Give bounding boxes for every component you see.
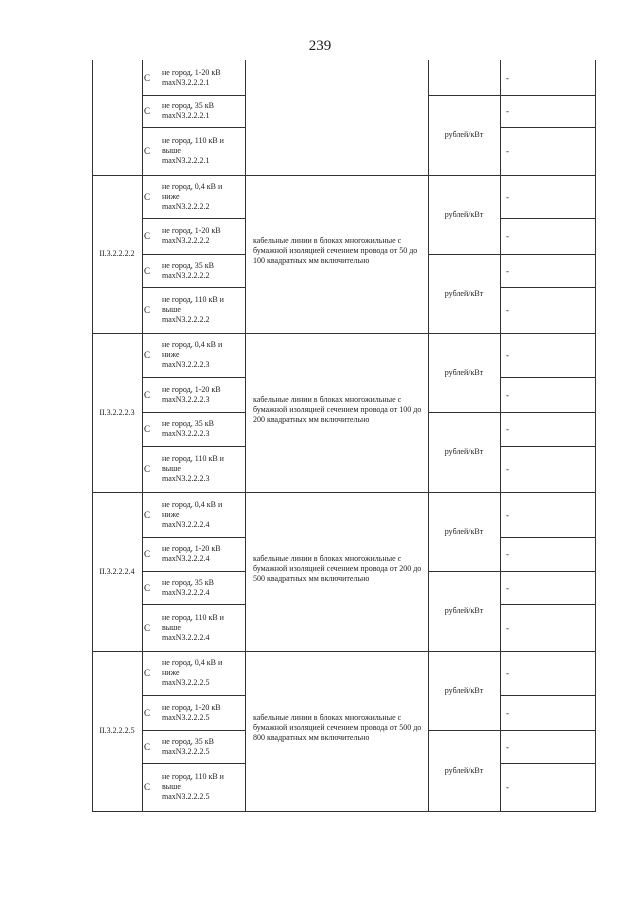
voltage-label: не город, 110 кВ и выше maxN3.2.2.2.5: [162, 772, 224, 801]
type-letter: С: [144, 231, 151, 241]
type-letter: С: [144, 509, 151, 520]
voltage-label: не город, 35 кВ maxN3.2.2.2.2: [162, 260, 214, 280]
voltage-label: не город, 1-20 кВ maxN3.2.2.2.2: [162, 226, 221, 245]
type-letter: С: [144, 582, 151, 593]
value-cell: -: [506, 191, 509, 202]
unit-label: рублей/кВт: [444, 685, 484, 695]
unit-label: рублей/кВт: [444, 447, 484, 456]
unit-label: рублей/кВт: [444, 130, 484, 139]
voltage-label: не город, 110 кВ и выше maxN3.2.2.2.1: [162, 136, 224, 165]
unit-label: рублей/кВт: [444, 367, 484, 377]
type-letter: С: [144, 782, 151, 792]
voltage-label: не город, 1-20 кВ maxN3.2.2.2.5: [162, 702, 221, 722]
type-letter: С: [144, 424, 151, 434]
type-letter: С: [144, 668, 151, 678]
value-cell: -: [506, 389, 509, 400]
description: кабельные линии в блоках многожильные с бумажной изоляцией сечением провода от 50 до 100 квадратных мм включительно: [253, 236, 418, 265]
type-letter: С: [144, 72, 151, 83]
value-cell: -: [506, 424, 509, 434]
type-letter: С: [144, 191, 151, 202]
column-rule: [595, 60, 596, 811]
description: кабельные линии в блоках многожильные с бумажной изоляцией сечением провода от 100 до 200 квадратных мм включительно: [253, 394, 422, 424]
row-code: II.3.2.2.2.4: [99, 566, 135, 576]
value-cell: -: [506, 582, 509, 593]
voltage-label: не город, 1-20 кВ maxN3.2.2.2.1: [162, 67, 221, 87]
voltage-label: не город, 35 кВ maxN3.2.2.2.3: [162, 419, 214, 438]
description: кабельные линии в блоках многожильные с бумажной изоляцией сечением провода от 500 до 800 квадратных мм включительно: [253, 713, 422, 742]
value-cell: -: [506, 509, 509, 520]
type-letter: С: [144, 350, 151, 360]
voltage-label: не город, 35 кВ maxN3.2.2.2.4: [162, 577, 214, 597]
unit-label: рублей/кВт: [444, 209, 484, 219]
value-cell: -: [506, 464, 509, 474]
row-code: II.3.2.2.2.3: [99, 407, 135, 417]
value-cell: -: [506, 707, 509, 718]
row-code: II.3.2.2.2.2: [99, 249, 135, 258]
type-letter: С: [144, 389, 151, 400]
group-rule: [92, 811, 596, 812]
value-cell: -: [506, 782, 509, 792]
voltage-label: не город, 0,4 кВ и ниже maxN3.2.2.2.3: [162, 340, 223, 369]
voltage-label: не город, 0,4 кВ и ниже maxN3.2.2.2.4: [162, 499, 223, 529]
type-letter: С: [144, 106, 151, 116]
type-letter: С: [144, 464, 151, 474]
unit-label: рублей/кВт: [444, 606, 484, 615]
value-cell: -: [506, 106, 509, 116]
value-cell: -: [506, 741, 509, 752]
unit-label: рублей/кВт: [444, 765, 484, 775]
description: кабельные линии в блоках многожильные с бумажной изоляцией сечением провода от 200 до 500 квадратных мм включительно: [253, 553, 422, 583]
value-cell: -: [506, 146, 509, 156]
value-cell: -: [506, 265, 509, 276]
voltage-label: не город, 0,4 кВ и ниже maxN3.2.2.2.5: [162, 658, 223, 687]
voltage-label: не город, 1-20 кВ maxN3.2.2.2.3: [162, 384, 221, 404]
type-letter: С: [144, 707, 151, 718]
voltage-label: не город, 1-20 кВ maxN3.2.2.2.4: [162, 544, 221, 563]
type-letter: С: [144, 305, 151, 315]
voltage-label: не город, 35 кВ maxN3.2.2.2.1: [162, 101, 214, 120]
voltage-label: не город, 0,4 кВ и ниже maxN3.2.2.2.2: [162, 181, 223, 211]
voltage-label: не город, 110 кВ и выше maxN3.2.2.2.2: [162, 295, 224, 324]
voltage-label: не город, 110 кВ и выше maxN3.2.2.2.3: [162, 454, 224, 483]
value-cell: -: [506, 231, 509, 241]
value-cell: -: [506, 350, 509, 360]
column-rule: [142, 60, 143, 811]
column-rule: [500, 60, 501, 811]
value-cell: -: [506, 305, 509, 315]
voltage-label: не город, 35 кВ maxN3.2.2.2.5: [162, 736, 214, 756]
unit-label: рублей/кВт: [444, 526, 484, 536]
row-code: II.3.2.2.2.5: [99, 726, 135, 735]
value-cell: -: [506, 549, 509, 559]
unit-label: рублей/кВт: [444, 288, 484, 298]
value-cell: -: [506, 668, 509, 678]
value-cell: -: [506, 622, 509, 633]
voltage-label: не город, 110 кВ и выше maxN3.2.2.2.4: [162, 612, 224, 642]
type-letter: С: [144, 549, 151, 559]
type-letter: С: [144, 265, 151, 276]
column-rule: [245, 60, 246, 811]
value-cell: -: [506, 72, 509, 83]
type-letter: С: [144, 622, 151, 633]
page-number: 239: [308, 38, 332, 54]
type-letter: С: [144, 146, 151, 156]
type-letter: С: [144, 741, 151, 752]
